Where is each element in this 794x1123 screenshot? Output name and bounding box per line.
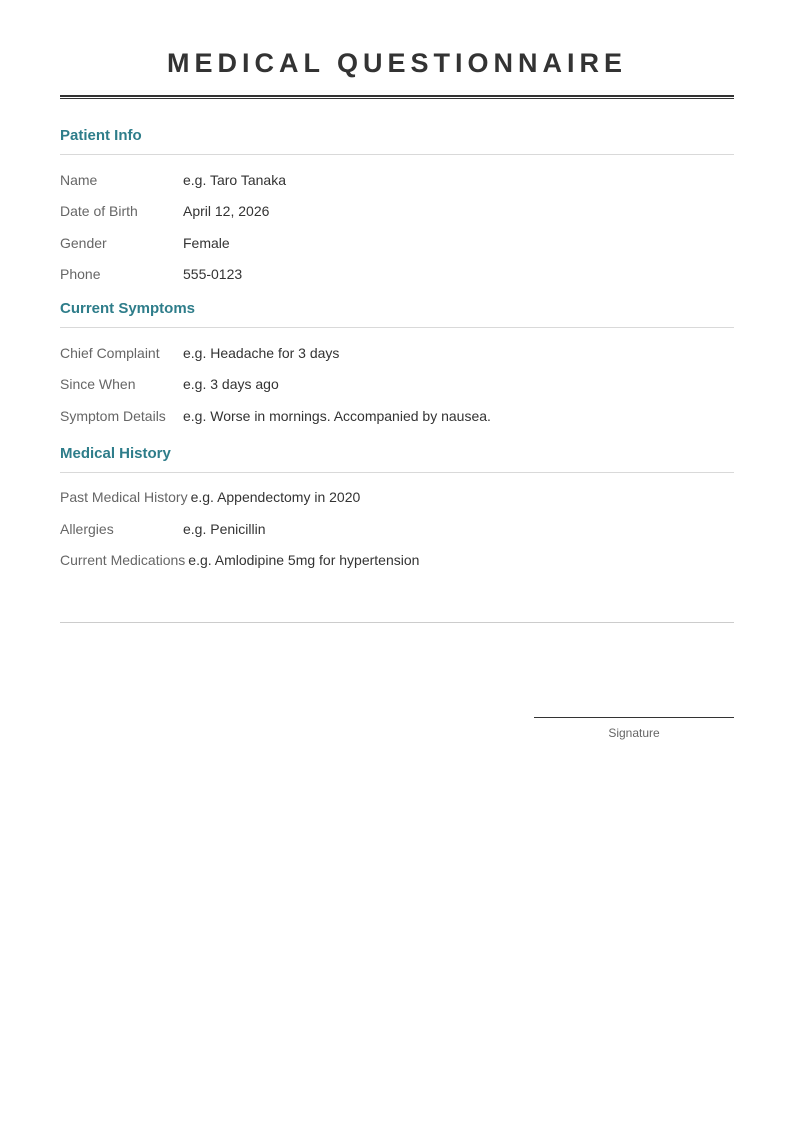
- field-label: Date of Birth: [60, 203, 138, 220]
- signature-label: Signature: [608, 726, 660, 740]
- field-label: Current Medications: [60, 552, 186, 569]
- field-value-current-medications[interactable]: e.g. Amlodipine 5mg for hypertension: [188, 552, 420, 569]
- field-value-since-when[interactable]: e.g. 3 days ago: [183, 376, 279, 393]
- page-title: MEDICAL QUESTIONNAIRE: [166, 48, 628, 78]
- section-heading: Medical History: [60, 444, 171, 462]
- section-heading: Current Symptoms: [60, 300, 196, 317]
- field-value-phone[interactable]: 555-0123: [183, 266, 243, 283]
- section-heading: Patient Info: [60, 127, 142, 144]
- field-label: Past Medical History: [60, 489, 188, 506]
- field-label: Chief Complaint: [60, 344, 160, 361]
- field-value-chief-complaint[interactable]: e.g. Headache for 3 days: [183, 344, 340, 361]
- section-divider: [60, 154, 734, 155]
- field-row-name: [60, 164, 734, 196]
- field-label: Gender: [60, 234, 107, 251]
- field-row-gender: [60, 227, 734, 259]
- field-value-gender[interactable]: Female: [183, 234, 230, 251]
- section-medical-history: [60, 444, 734, 577]
- field-label: Allergies: [60, 520, 114, 537]
- field-label: Name: [60, 171, 98, 188]
- field-row-past-medical-history: [60, 482, 734, 514]
- footer-divider: [60, 622, 734, 623]
- field-row-chief-complaint: [60, 337, 734, 369]
- field-value-allergies[interactable]: e.g. Penicillin: [183, 520, 266, 537]
- section-divider: [60, 327, 734, 328]
- field-value-name[interactable]: e.g. Taro Tanaka: [183, 171, 287, 188]
- field-value-symptom-details[interactable]: e.g. Worse in mornings. Accompanied by nausea.: [183, 407, 491, 424]
- field-row-current-medications: [60, 545, 734, 577]
- title-double-rule: [60, 95, 734, 99]
- field-value-date-of-birth[interactable]: April 12, 2026: [183, 203, 270, 220]
- section-divider: [60, 472, 734, 473]
- field-row-since-when: [60, 369, 734, 401]
- signature-line[interactable]: [534, 717, 734, 718]
- section-patient-info: [60, 126, 734, 290]
- field-row-date-of-birth: [60, 196, 734, 228]
- field-label: Phone: [60, 266, 101, 283]
- field-row-allergies: [60, 513, 734, 545]
- field-value-past-medical-history[interactable]: e.g. Appendectomy in 2020: [190, 489, 361, 506]
- field-row-symptom-details: [60, 400, 734, 432]
- questionnaire-page: [60, 0, 734, 576]
- field-label: Since When: [60, 376, 136, 393]
- field-label: Symptom Details: [60, 407, 166, 424]
- section-current-symptoms: [60, 299, 734, 432]
- field-row-phone: [60, 259, 734, 291]
